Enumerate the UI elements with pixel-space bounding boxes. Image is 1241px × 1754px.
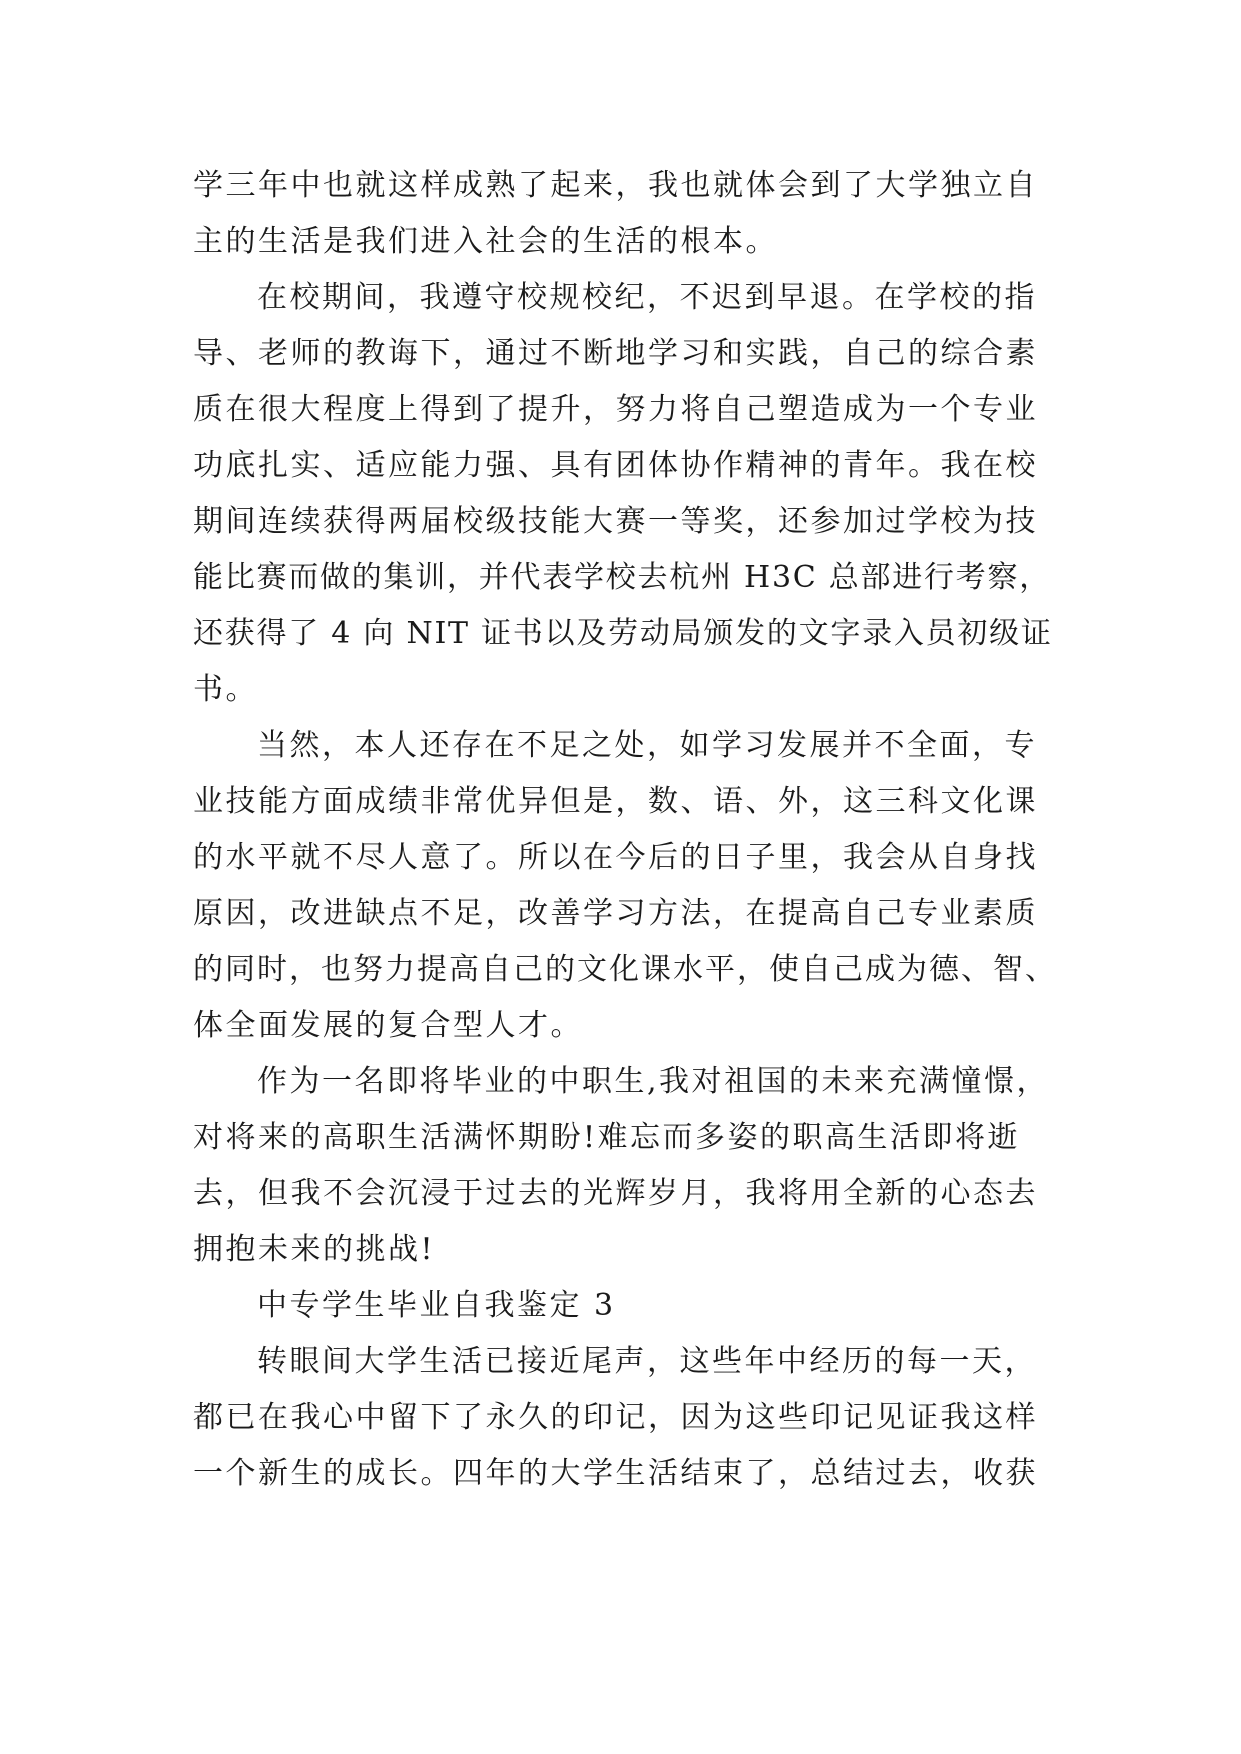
text-line: 业技能方面成绩非常优异但是，数、语、外，这三科文化课 [193,784,1038,819]
paragraph-start-line: 转眼间大学生活已接近尾声，这些年中经历的每一天， [257,1344,1037,1379]
text-line: 一个新生的成长。四年的大学生活结束了，总结过去，收获 [193,1456,1038,1491]
text-line: 学三年中也就这样成熟了起来，我也就体会到了大学独立自 [193,168,1038,203]
paragraph-start-line: 作为一名即将毕业的中职生,我对祖国的未来充满憧憬， [257,1064,1050,1099]
text-line: 功底扎实、适应能力强、具有团体协作精神的青年。我在校 [193,448,1038,483]
text-line: 质在很大程度上得到了提升，努力将自己塑造成为一个专业 [193,392,1038,427]
document-body [193,158,1057,1502]
text-line: 对将来的高职生活满怀期盼!难忘而多姿的职高生活即将逝 [193,1120,1021,1155]
text-line: 都已在我心中留下了永久的印记，因为这些印记见证我这样 [193,1400,1038,1435]
text-line: 导、老师的教诲下，通过不断地学习和实践，自己的综合素 [193,336,1038,371]
text-line: 书。 [193,672,258,707]
text-line: 原因，改进缺点不足，改善学习方法，在提高自己专业素质 [193,896,1038,931]
text-line: 体全面发展的复合型人才。 [193,1008,583,1043]
text-line: 主的生活是我们进入社会的生活的根本。 [193,224,778,259]
section-heading: 中专学生毕业自我鉴定 3 [257,1288,616,1323]
paragraph-start-line: 在校期间，我遵守校规校纪，不迟到早退。在学校的指 [257,280,1037,315]
text-line: 的水平就不尽人意了。所以在今后的日子里，我会从自身找 [193,840,1038,875]
text-line: 的同时，也努力提高自己的文化课水平，使自己成为德、智、 [193,952,1057,987]
text-line: 能比赛而做的集训，并代表学校去杭州 H3C 总部进行考察， [193,560,1052,595]
paragraph-start-line: 当然，本人还存在不足之处，如学习发展并不全面，专 [257,728,1037,763]
text-line: 去，但我不会沉浸于过去的光辉岁月，我将用全新的心态去 [193,1176,1038,1211]
text-line: 期间连续获得两届校级技能大赛一等奖，还参加过学校为技 [193,504,1038,539]
text-line: 还获得了 4 向 NIT 证书以及劳动局颁发的文字录入员初级证 [193,616,1053,651]
text-line: 拥抱未来的挑战! [193,1232,436,1267]
